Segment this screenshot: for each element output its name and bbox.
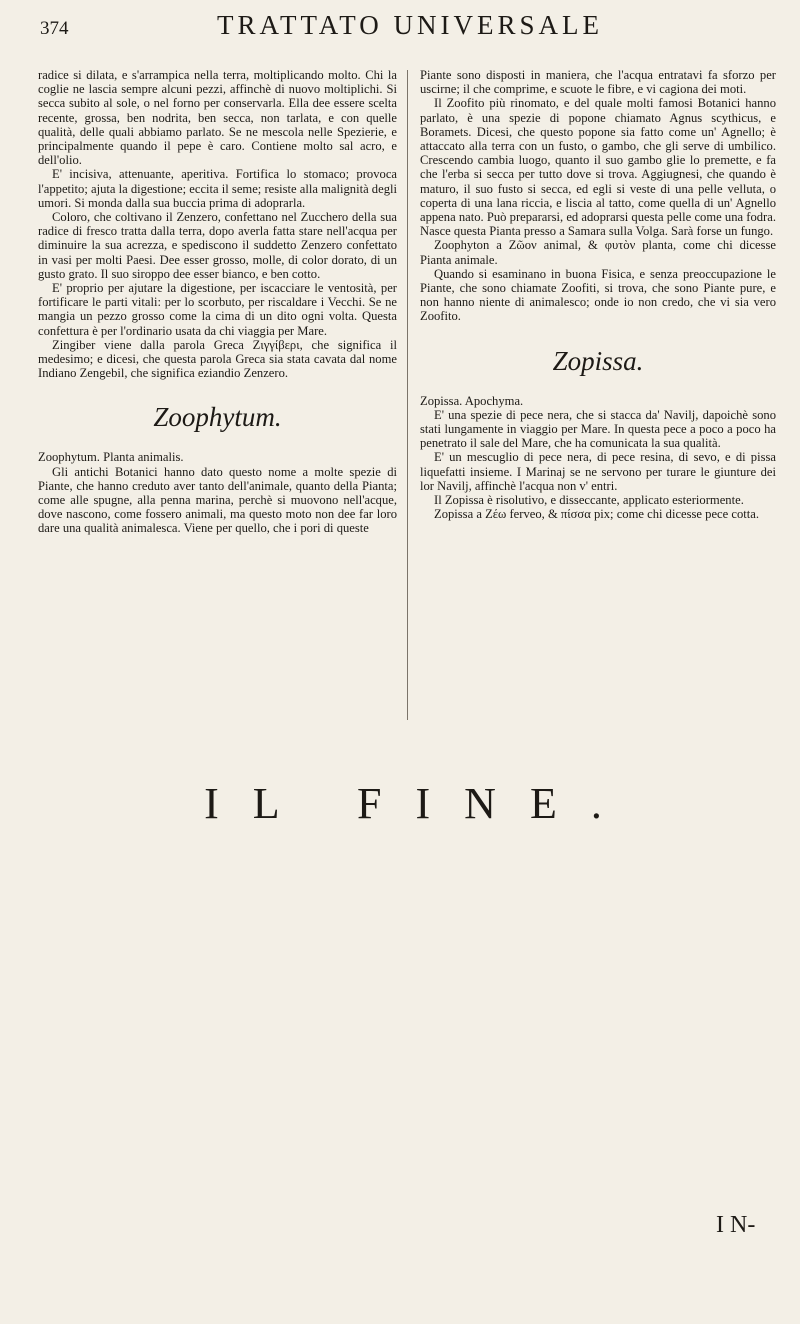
page-number: 374 — [40, 18, 69, 39]
entry-lemma: Zoophytum. Planta animalis. — [38, 450, 184, 465]
paragraph: Zopissa a Ζέω ferveo, & πίσσα pix; come chi dicesse pece cotta. — [434, 507, 760, 522]
paragraph: Zoophyton a Ζῶον animal, & φυτὸν planta, come chi dicesse Pianta animale. — [420, 238, 776, 267]
paragraph: Piante sono disposti in maniera, che l'acqua entratavi fa sforzo per uscirne; il che comprime, e scuote le fibre, e vi cagiona dei moti. — [420, 68, 776, 97]
entry-title-zoophytum: Zoophytum. — [153, 402, 282, 433]
paragraph: E' un mescuglio di pece nera, di pece resina, di sevo, e di pissa liquefatti insieme. I Marinaj se ne servono per turare le giunture dei lor Navilj, affinchè l'acqua non v' entri. — [420, 450, 776, 493]
entry-title-zopissa: Zopissa. — [552, 345, 644, 376]
right-column — [420, 68, 776, 521]
column-divider — [407, 70, 408, 720]
left-column — [38, 68, 397, 536]
paragraph: Quando si esaminano in buona Fisica, e senza preoccupazione le Piante, che sono chiamate Zoofiti, si trova, che sono Piante pure, e non hanno niente di animalesco; onde io non credo, che vi sia vero Zoofito. — [420, 266, 776, 324]
il-fine-heading: IL FINE. — [204, 779, 636, 828]
paragraph: E' una spezie di pece nera, che si stacca da' Navilj, dapoichè sono stati lungamente in viaggio per Mare. In questa pece a poco a poco ha penetrato il sale del Mare, che ha comunicata la sua qualità. — [420, 407, 776, 451]
paragraph: Zingiber viene dalla parola Greca Ζιγγίβερι, che significa il medesimo; e dicesi, che questa parola Greca sia stata cavata dal nome Indiano Zengebil, che significa eziandio Zenzero. — [38, 337, 397, 381]
paragraph: E' proprio per ajutare la digestione, per iscacciare le ventosità, per fortificare le parti vitali: per lo scorbuto, per riscaldare i Vecchi. Se ne mangia un pezzo grosso come la cima di un dito ogni volta. Questa confettura è per l'ordinario usata da chi viaggia per Mare. — [38, 281, 397, 338]
catchword: I N- — [716, 1212, 756, 1238]
paragraph: radice si dilata, e s'arrampica nella terra, moltiplicando molto. Chi la coglie ne lascia sempre alcuni pezzi, affinchè di nuovo moltiplichi. Si secca subito al sole, o nel forno per conservarla. Ella dee essere scelta recente, grossa, ben nodrita, ben secca, non tarlata, e con quelle qualità, delle quali abbiamo parlato. Se ne mescola nelle Spezierie, e principalmente quando il pepe è caro. Contiene molto sal acro, e dell'olio. — [38, 68, 397, 168]
paragraph: Gli antichi Botanici hanno dato questo nome a molte spezie di Piante, che hanno creduto aver tanto dell'animale, quanto della Pianta; come alle spugne, alla penna marina, perchè si muovono nell'acque, dove nascono, come fossero animali, ma questo moto non dee far loro dare una qualità animalesca. Viene per quello, che i pori di queste — [38, 464, 397, 536]
entry-lemma: Zopissa. Apochyma. — [420, 393, 524, 408]
paragraph: Coloro, che coltivano il Zenzero, confettano nel Zucchero della sua radice di fresco tratta dalla terra, dopo averla fatta stare nell'acqua per diminuire la sua acrezza, e spediscono il suddetto Zenzero confettato in vasi per molti Paesi. Dee esser grosso, molle, di color dorato, di un gusto grato. Il suo siroppo dee esser bianco, e ben cotto. — [38, 210, 397, 281]
running-title: TRATTATO UNIVERSALE — [216, 10, 604, 40]
paragraph: Il Zoofito più rinomato, e del quale molti famosi Botanici hanno parlato, è una spezie di popone chiamato Agnus scythicus, e Boramets. Dicesi, che questo popone sia fatto come un' Agnello; è attaccato alla terra con un fusto, o gambo, che gli serve di umbilico. Crescendo cambia luogo, quanto il suo gambo glie lo premette, e fa che l'erba si secca per tutto dove si trova. Aggiugnesi, che quando è maturo, il suo fusto si secca, ed egli si veste di una pelle velluta, o coperta di una lana riccia, e liscia al tatto, come quella di un' Agnello appena nato. Può prepararsi, ed adoprarsi questa pelle come una fodra. Nasce questa Pianta presso a Samara sulla Volga. Sarà forse un fungo. — [420, 96, 776, 239]
paragraph: Il Zopissa è risolutivo, e disseccante, applicato esteriormente. — [434, 493, 744, 508]
paragraph: E' incisiva, attenuante, aperitiva. Fortifica lo stomaco; provoca l'appetito; ajuta la digestione; eccita il seme; resiste alla malignità degli umori. Si monda dalla sua buccia prima di adoprarla. — [38, 167, 397, 210]
